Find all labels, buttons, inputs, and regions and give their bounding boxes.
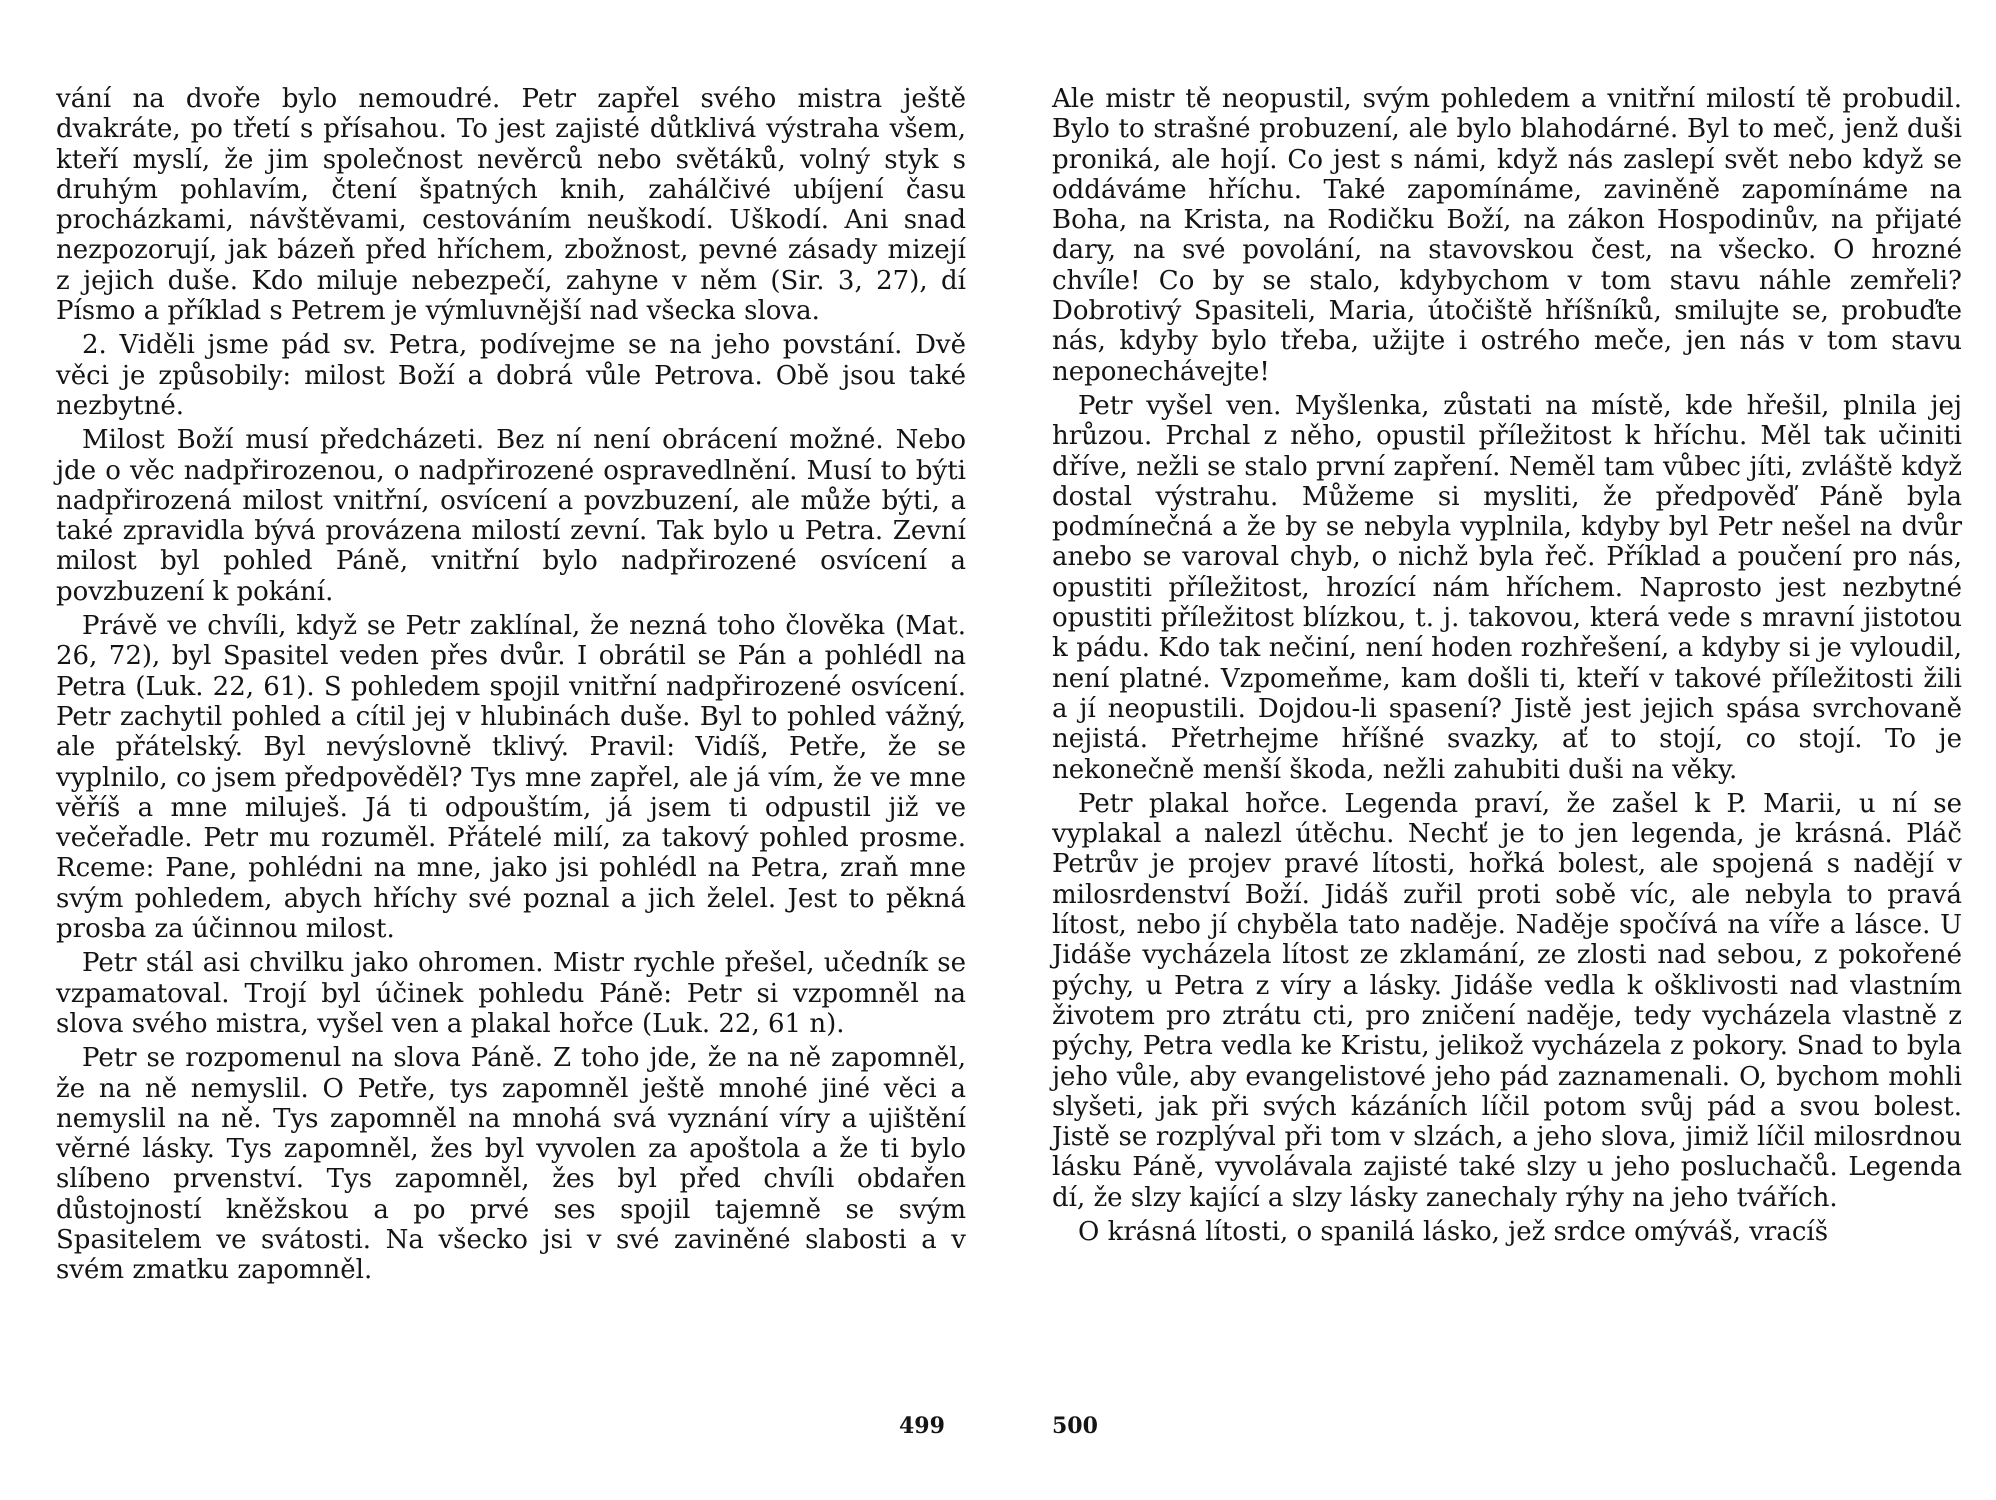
left-page — [56, 84, 966, 1290]
left-paragraph-5: Petr stál asi chvilku jako ohromen. Mistr rychle přešel, učedník se vzpamatoval. Trojí byl účinek pohledu Páně: Petr si vzpomněl na slova svého mistra, vyšel ven a plakal hořce (Luk. 22, 61 n). — [56, 948, 966, 1039]
left-paragraph-2: 2. Viděli jsme pád sv. Petra, podívejme se na jeho povstání. Dvě věci je způsobily: milost Boží a dobrá vůle Petrova. Obě jsou také nezbytné. — [56, 330, 966, 421]
left-paragraph-4: Právě ve chvíli, když se Petr zaklínal, že nezná toho člověka (Mat. 26, 72), byl Spasitel veden přes dvůr. I obrátil se Pán a pohlédl na Petra (Luk. 22, 61). S pohledem spojil vnitřní nadpřirozené osvícení. Petr zachytil pohled a cítil jej v hlubinách duše. Byl to pohled vážný, ale přátelský. Byl nevýslovně tklivý. Pravil: Vidíš, Petře, že se vyplnilo, co jsem předpověděl? Tys mne zapřel, ale já vím, že ve mne věříš a mne miluješ. Já ti odpouštím, já jsem ti odpustil již ve večeřadle. Petr mu rozuměl. Přátelé milí, za takový pohled prosme. Rceme: Pane, pohlédni na mne, jako jsi pohlédl na Petra, zraň mne svým pohledem, abych hříchy své poznal a jich želel. Jest to pěkná prosba za účinnou milost. — [56, 611, 966, 945]
right-paragraph-4: O krásná lítosti, o spanilá lásko, jež srdce omýváš, vracíš — [1078, 1216, 1829, 1247]
left-page-number: 499 — [899, 1413, 945, 1439]
right-page — [1052, 84, 1962, 1251]
right-page-number: 500 — [1052, 1413, 1098, 1439]
left-paragraph-3: Milost Boží musí předcházeti. Bez ní není obrácení možné. Nebo jde o věc nadpřirozenou, o nadpřirozené ospravedlnění. Musí to býti nadpřirozená milost vnitřní, osvícení a povzbuzení, ale může býti, a také zpravidla bývá provázena milostí zevní. Tak bylo u Petra. Zevní milost byl pohled Páně, vnitřní bylo nadpřirozené osvícení a povzbuzení k pokání. — [56, 425, 966, 607]
right-paragraph-2: Petr vyšel ven. Myšlenka, zůstati na místě, kde hřešil, plnila jej hrůzou. Prchal z něho, opustil příležitost k hříchu. Měl tak učiniti dříve, nežli se stalo první zapření. Neměl tam vůbec jíti, zvláště když dostal výstrahu. Můžeme si mysliti, že předpověď Páně byla podmínečná a že by se nebyla vyplnila, kdyby byl Petr nešel na dvůr anebo se varoval chyb, o nichž byla řeč. Příklad a poučení pro nás, opustiti příležitost, hrozící nám hříchem. Naprosto jest nezbytné opustiti příležitost blízkou, t. j. takovou, která vede s mravní jistotou k pádu. Kdo tak nečiní, není hoden rozhřešení, a kdyby si je vyloudil, není platné. Vzpomeňme, kam došli ti, kteří v takové příležitosti žili a jí neopustili. Dojdou-li spasení? Jistě jest jejich spása svrchovaně nejistá. Přetrhejme hříšné svazky, ať to stojí, co stojí. To je nekonečně menší škoda, nežli zahubiti duši na věky. — [1052, 390, 1962, 785]
left-paragraph-6: Petr se rozpomenul na slova Páně. Z toho jde, že na ně zapomněl, že na ně nemyslil. O Petře, tys zapomněl ještě mnohé jiné věci a nemyslil na ně. Tys zapomněl na mnohá svá vyznání víry a ujištění věrné lásky. Tys zapomněl, žes byl vyvolen za apoštola a že ti bylo slíbeno prvenství. Tys zapomněl, žes byl před chvíli obdařen důstojností kněžskou a po prvé ses spojil tajemně se svým Spasitelem ve svátosti. Na všecko jsi v své zaviněné slabosti a v svém zmatku zapomněl. — [56, 1043, 966, 1286]
right-paragraph-3: Petr plakal hořce. Legenda praví, že zašel k P. Marii, u ní se vyplakal a nalezl útěchu. Nechť je to jen legenda, je krásná. Pláč Petrův je projev pravé lítosti, hořká bolest, ale spojená s nadějí v milosrdenství Boží. Jidáš zuřil proti sobě víc, ale nebyla to pravá lítost, nebo jí chyběla tato naděje. Naděje spočívá na víře a lásce. U Jidáše vycházela lítost ze zklamání, ze zlosti nad sebou, z pokořené pýchy, u Petra z víry a lásky. Jidáše vedla k ošklivosti nad vlastním životem pro ztrátu cti, pro zničení naděje, tedy vycházela vlastně z pýchy, Petra vedla ke Kristu, jelikož vycházela z pokory. Snad to byla jeho vůle, aby evangelistové jeho pád zaznamenali. O, bychom mohli slyšeti, jak při svých kázáních líčil potom svůj pád a svou bolest. Jistě se rozplýval při tom v slzách, a jeho slova, jimiž líčil milosrdnou lásku Páně, vyvolávala zajisté také slzy u jeho posluchačů. Legenda dí, že slzy kající a slzy lásky zanechaly rýhy na jeho tvářích. — [1052, 788, 1962, 1213]
left-paragraph-1: vání na dvoře bylo nemoudré. Petr zapřel svého mistra ještě dvakráte, po třetí s přísahou. To jest zajisté důtklivá výstraha všem, kteří myslí, že jim společnost nevěrců nebo světáků, volný styk s druhým pohlavím, čtení špatných knih, zahálčivé ubíjení času procházkami, návštěvami, cestováním neuškodí. Uškodí. Ani snad nezpozorují, jak bázeň před hříchem, zbožnost, pevné zásady mizejí z jejich duše. Kdo miluje nebezpečí, zahyne v něm (Sir. 3, 27), dí Písmo a příklad s Petrem je výmluvnější nad všecka slova. — [56, 84, 966, 327]
right-paragraph-1: Ale mistr tě neopustil, svým pohledem a vnitřní milostí tě probudil. Bylo to strašné probuzení, ale bylo blahodárné. Byl to meč, jenž duši proniká, ale hojí. Co jest s námi, když nás zaslepí svět nebo když se oddáváme hříchu. Také zapomínáme, zaviněně zapomínáme na Boha, na Krista, na Rodičku Boží, na zákon Hospodinův, na přijaté dary, na své povolání, na stavovskou čest, na všecko. O hrozné chvíle! Co by se stalo, kdybychom v tom stavu náhle zemřeli? Dobrotivý Spasiteli, Maria, útočiště hříšníků, smilujte se, probuďte nás, kdyby bylo třeba, užijte i ostrého meče, jen nás v tom stavu neponechávejte! — [1052, 84, 1962, 387]
